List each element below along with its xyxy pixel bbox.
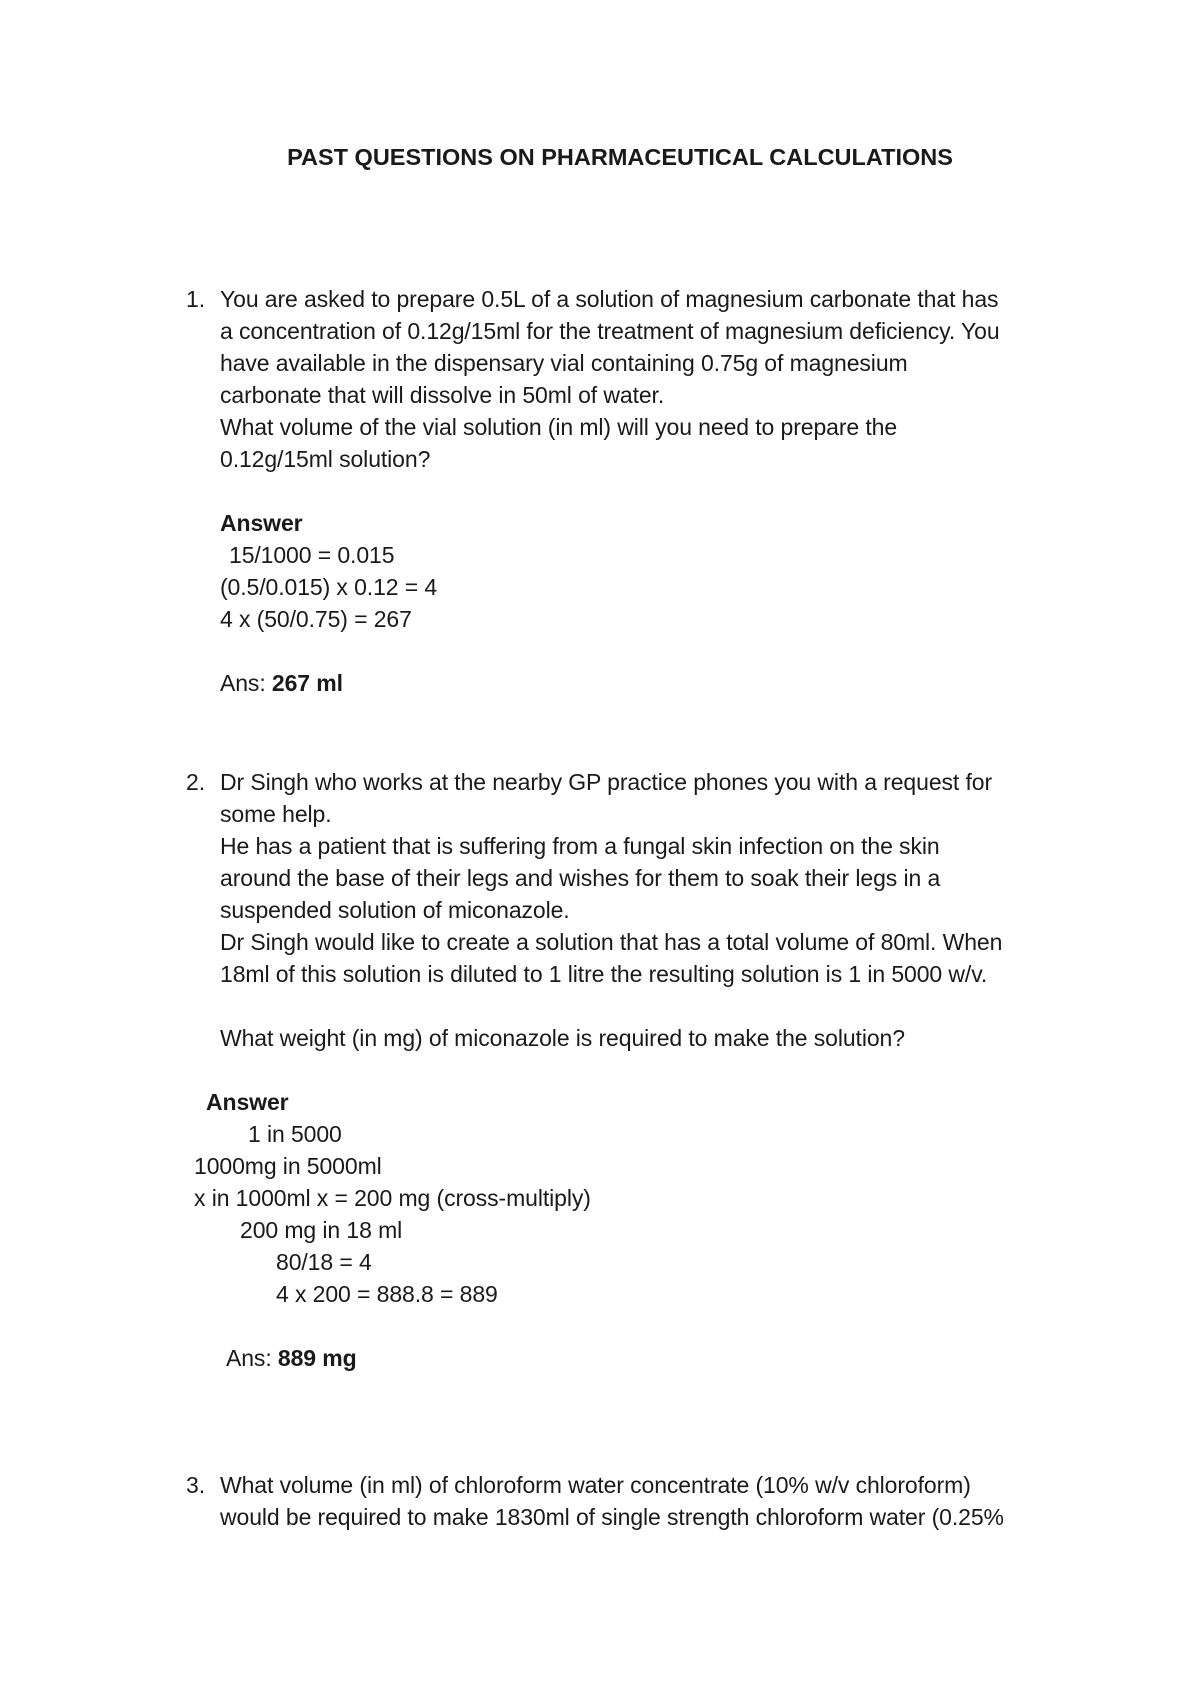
- question-text-line: would be required to make 1830ml of single strength chloroform water (0.25%: [220, 1504, 1004, 1530]
- question-text-line: He has a patient that is suffering from a fungal skin infection on the skin: [220, 833, 940, 859]
- final-answer-value: 889 mg: [277, 1345, 357, 1371]
- question-text-line: You are asked to prepare 0.5L of a solution of magnesium carbonate that has: [220, 286, 999, 312]
- final-answer: [226, 1343, 357, 1373]
- final-answer: [220, 668, 343, 698]
- working-line: 4 x (50/0.75) = 267: [220, 606, 412, 632]
- working-line: 1000mg in 5000ml: [194, 1153, 382, 1179]
- question-prompt: What weight (in mg) of miconazole is required to make the solution?: [220, 1025, 905, 1051]
- page-title: PAST QUESTIONS ON PHARMACEUTICAL CALCULATIONS: [287, 144, 953, 170]
- question-number: 1.: [186, 286, 205, 312]
- question-text-line: have available in the dispensary vial containing 0.75g of magnesium: [220, 350, 908, 376]
- working-line: (0.5/0.015) x 0.12 = 4: [220, 574, 438, 600]
- question-text-line: a concentration of 0.12g/15ml for the treatment of magnesium deficiency. You: [220, 318, 1000, 344]
- final-answer-label: Ans:: [220, 670, 272, 696]
- working-line: 4 x 200 = 888.8 = 889: [276, 1281, 498, 1307]
- question-text-line: What volume of the vial solution (in ml) will you need to prepare the: [220, 414, 898, 440]
- question-text-line: around the base of their legs and wishes for them to soak their legs in a: [220, 865, 941, 891]
- question-number: 2.: [186, 769, 205, 795]
- working-line: 1 in 5000: [248, 1121, 342, 1147]
- working-line: 15/1000 = 0.015: [229, 542, 395, 568]
- answer-heading: Answer: [220, 510, 303, 536]
- question-text-line: 0.12g/15ml solution?: [220, 446, 431, 472]
- question-text-line: suspended solution of miconazole.: [220, 897, 570, 923]
- working-line: 80/18 = 4: [276, 1249, 372, 1275]
- final-answer-label: Ans:: [226, 1345, 278, 1371]
- answer-heading: Answer: [206, 1089, 289, 1115]
- final-answer-value: 267 ml: [271, 670, 343, 696]
- working-line: 200 mg in 18 ml: [240, 1217, 403, 1243]
- working-line: x in 1000ml x = 200 mg (cross-multiply): [194, 1185, 591, 1211]
- question-text-line: What volume (in ml) of chloroform water concentrate (10% w/v chloroform): [220, 1472, 971, 1498]
- question-text-line: carbonate that will dissolve in 50ml of water.: [220, 382, 665, 408]
- question-number: 3.: [186, 1472, 205, 1498]
- question-text-line: Dr Singh would like to create a solution that has a total volume of 80ml. When: [220, 929, 1003, 955]
- question-text-line: Dr Singh who works at the nearby GP practice phones you with a request for: [220, 769, 993, 795]
- question-text-line: some help.: [220, 801, 332, 827]
- question-text-line: 18ml of this solution is diluted to 1 litre the resulting solution is 1 in 5000 w/v.: [220, 961, 988, 987]
